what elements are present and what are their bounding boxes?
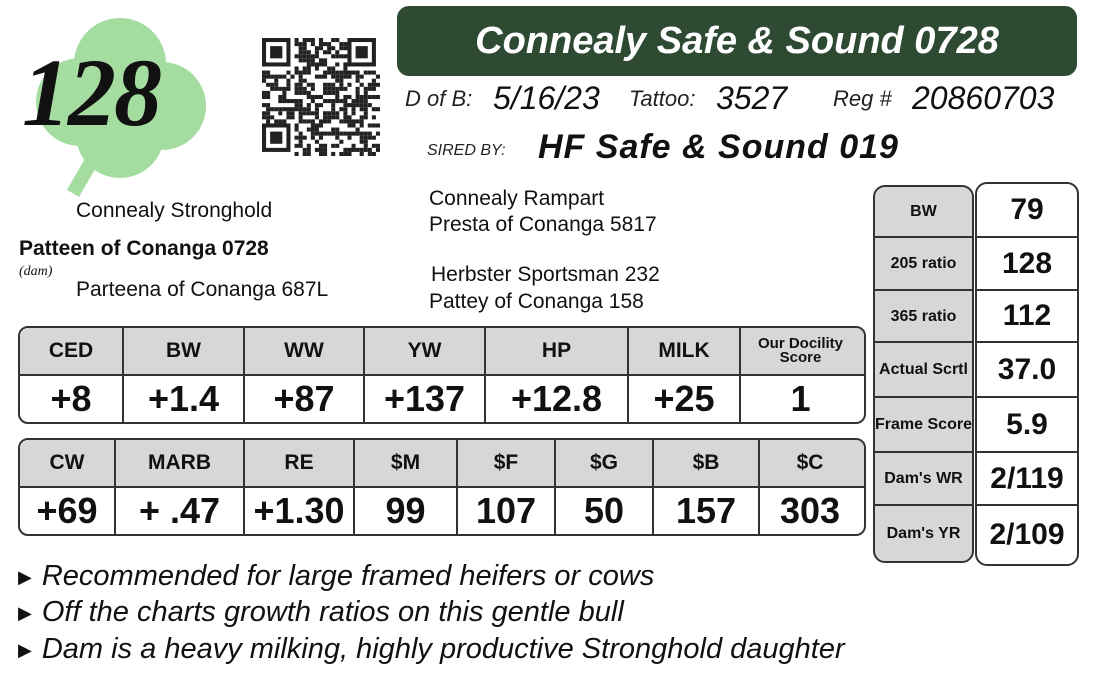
note-2: ▶ Off the charts growth ratios on this gentle bull: [18, 596, 624, 628]
stat-label-scrotal: Actual Scrtl: [875, 343, 972, 398]
paternal-granddam-sire: Herbster Sportsman 232: [431, 263, 660, 286]
epd-value-cw: +69: [20, 488, 116, 534]
stat-value-dam-wr: 2/119: [977, 453, 1077, 506]
epd-header-g: $G: [556, 440, 654, 486]
performance-values: [975, 182, 1079, 566]
epd-value-milk: +25: [629, 376, 741, 422]
epd-value-ww: +87: [245, 376, 365, 422]
epd-header-ww: WW: [245, 328, 365, 374]
epd-header-f: $F: [458, 440, 556, 486]
epd-header-hp: HP: [486, 328, 629, 374]
stat-value-bw: 79: [977, 184, 1077, 238]
paternal-grandsire-sire: Connealy Rampart: [429, 187, 605, 210]
epd-value-marb: + .47: [116, 488, 245, 534]
tattoo-label: Tattoo:: [629, 86, 696, 111]
epd-value-hp: +12.8: [486, 376, 629, 422]
performance-labels: [873, 185, 974, 563]
epd-header-marb: MARB: [116, 440, 245, 486]
stat-label-bw: BW: [875, 187, 972, 238]
bullet-triangle-icon: ▶: [18, 602, 32, 623]
reg-value: 20860703: [912, 80, 1055, 116]
epd-header-cw: CW: [20, 440, 116, 486]
epd-header-yw: YW: [365, 328, 486, 374]
epd-value-ced: +8: [20, 376, 124, 422]
epd-header-ced: CED: [20, 328, 124, 374]
epd-value-re: +1.30: [245, 488, 355, 534]
epd-header-docility: Our Docility Score: [757, 335, 843, 366]
epd-value-g: 50: [556, 488, 654, 534]
reg-label: Reg #: [833, 86, 892, 111]
epd-header-b: $B: [654, 440, 760, 486]
epd-header-m: $M: [355, 440, 458, 486]
stat-label-205-ratio: 205 ratio: [875, 238, 972, 291]
dam-note: (dam): [19, 264, 53, 279]
note-3: ▶ Dam is a heavy milking, highly productive Stronghold daughter: [18, 633, 845, 665]
sire-name: HF Safe & Sound 019: [538, 128, 899, 166]
stat-label-365-ratio: 365 ratio: [875, 291, 972, 343]
qr-code-icon: [262, 38, 380, 156]
animal-name-banner: Connealy Safe & Sound 0728: [397, 6, 1077, 76]
epd-header-re: RE: [245, 440, 355, 486]
epd-header-bw: BW: [124, 328, 245, 374]
epd-value-docility: 1: [790, 378, 811, 419]
note-1: ▶ Recommended for large framed heifers or cows: [18, 560, 655, 592]
bullet-triangle-icon: ▶: [18, 639, 32, 660]
maternal-grandsire: Connealy Stronghold: [76, 199, 273, 222]
dob-value: 5/16/23: [493, 80, 600, 116]
stat-value-frame-score: 5.9: [977, 398, 1077, 453]
paternal-granddam-dam: Pattey of Conanga 158: [429, 290, 644, 313]
stat-label-frame-score: Frame Score: [875, 398, 972, 453]
epd-value-b: 157: [654, 488, 760, 534]
paternal-grandsire-dam: Presta of Conanga 5817: [429, 213, 657, 236]
stat-value-365-ratio: 112: [977, 291, 1077, 343]
tattoo-value: 3527: [716, 80, 788, 116]
epd-value-m: 99: [355, 488, 458, 534]
maternal-granddam: Parteena of Conanga 687L: [76, 278, 329, 301]
sired-by-label: SIRED BY:: [427, 142, 506, 159]
stat-label-dam-wr: Dam's WR: [875, 453, 972, 506]
stat-value-205-ratio: 128: [977, 238, 1077, 291]
stat-value-scrotal: 37.0: [977, 343, 1077, 398]
stat-label-dam-yr: Dam's YR: [886, 525, 961, 542]
dam-name: Patteen of Conanga 0728: [19, 237, 269, 260]
epd-value-bw: +1.4: [124, 376, 245, 422]
epd-value-f: 107: [458, 488, 556, 534]
epd-value-c: 303: [779, 490, 841, 531]
epd-value-yw: +137: [365, 376, 486, 422]
epd-header-c: $C: [796, 451, 824, 474]
bullet-triangle-icon: ▶: [18, 566, 32, 587]
epd-table-growth: [18, 326, 866, 424]
epd-header-milk: MILK: [629, 328, 741, 374]
lot-number: 128: [22, 39, 160, 146]
dob-label: D of B:: [405, 86, 473, 111]
stat-value-dam-yr: 2/109: [989, 518, 1065, 551]
epd-table-carcass: [18, 438, 866, 536]
